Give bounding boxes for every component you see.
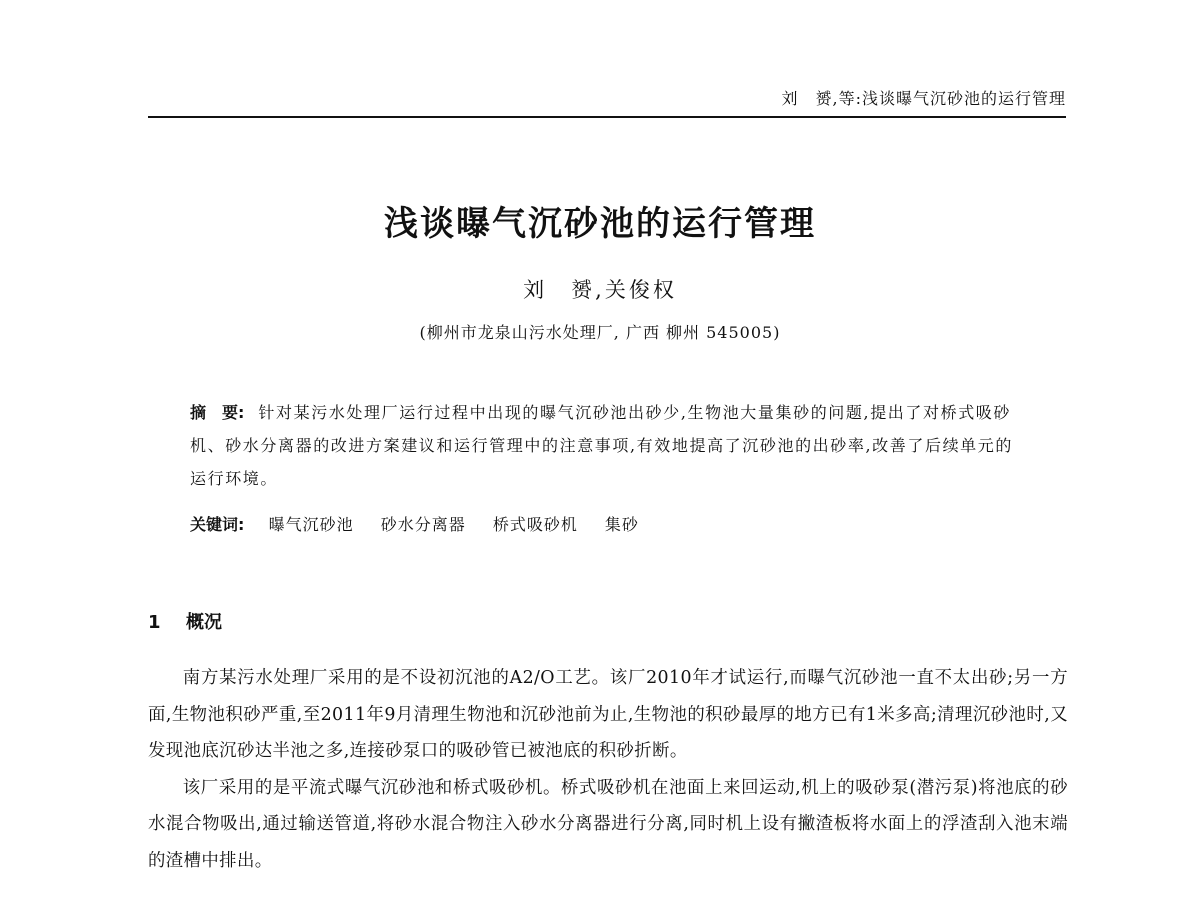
paper-title: 浅谈曝气沉砂池的运行管理 xyxy=(384,204,816,244)
author-affiliation: (柳州市龙泉山污水处理厂, 广西 柳州 545005) xyxy=(419,323,781,342)
section-number: 1 xyxy=(148,612,161,633)
paper-authors: 刘 赟,关俊权 xyxy=(523,278,677,302)
section-heading xyxy=(148,608,222,634)
keyword-item: 桥式吸砂机 xyxy=(492,515,578,534)
keywords xyxy=(190,508,1030,541)
body-paragraph: 该厂采用的是平流式曝气沉砂池和桥式吸砂机。桥式吸砂机在池面上来回运动,机上的吸砂泵(潜污泵)将池底的砂水混合物吸出,通过输送管道,将砂水混合物注入砂水分离器进行分离,同时机上设有撇渣板将水面上的浮渣刮入池末端的渣槽中排出。 xyxy=(148,777,1068,871)
body-text xyxy=(148,660,1068,879)
keyword-item: 曝气沉砂池 xyxy=(268,515,354,534)
abstract-label: 摘 要: xyxy=(190,403,245,422)
running-head: 刘 赟,等:浅谈曝气沉砂池的运行管理 xyxy=(781,89,1066,108)
header-rule xyxy=(148,116,1066,118)
abstract-text: 针对某污水处理厂运行过程中出现的曝气沉砂池出砂少,生物池大量集砂的问题,提出了对桥式吸砂机、砂水分离器的改进方案建议和运行管理中的注意事项,有效地提高了沉砂池的出砂率,改善了后续单元的运行环境。 xyxy=(190,403,1013,488)
section-title: 概况 xyxy=(186,612,222,633)
keyword-item: 集砂 xyxy=(604,515,639,534)
body-paragraph: 南方某污水处理厂采用的是不设初沉池的A2/O工艺。该厂2010年才试运行,而曝气沉砂池一直不太出砂;另一方面,生物池积砂严重,至2011年9月清理生物池和沉砂池前为止,生物池的积砂最厚的地方已有1米多高;清理沉砂池时,又发现池底沉砂达半池之多,连接砂泵口的吸砂管已被池底的积砂折断。 xyxy=(148,668,1068,761)
keyword-item: 砂水分离器 xyxy=(380,515,466,534)
keywords-label: 关键词: xyxy=(190,515,245,534)
abstract xyxy=(190,396,1030,495)
